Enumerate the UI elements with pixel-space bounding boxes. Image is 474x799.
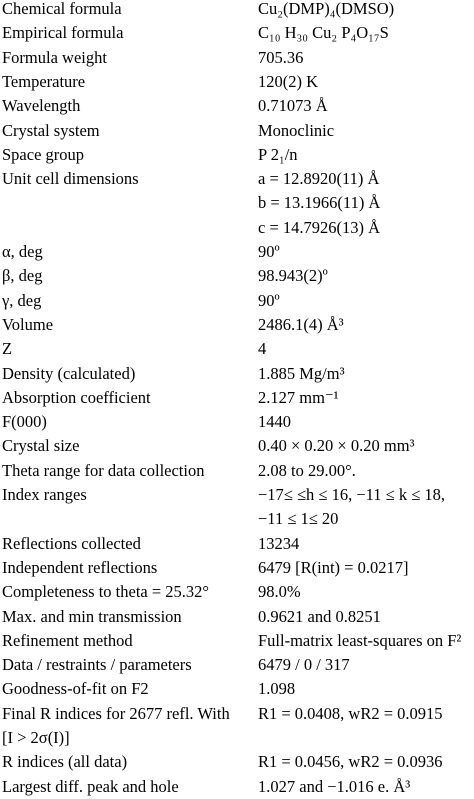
row-value bbox=[258, 46, 474, 70]
row-value-text: 0.9621 and 0.8251 bbox=[258, 606, 381, 626]
row-value-text: 1440 bbox=[258, 412, 291, 432]
row-label bbox=[2, 167, 254, 191]
row-value bbox=[258, 0, 474, 21]
row-label-text bbox=[2, 216, 254, 240]
row-value bbox=[258, 240, 474, 264]
row-value bbox=[258, 580, 474, 604]
row-label-text: Reflections collected bbox=[2, 533, 141, 553]
table-row bbox=[0, 532, 474, 556]
row-label-text: Absorption coefficient bbox=[2, 387, 151, 407]
row-value bbox=[258, 289, 474, 313]
table-row bbox=[0, 191, 474, 215]
row-value-text: 1.027 and −1.016 e. Å³ bbox=[258, 776, 411, 796]
row-label bbox=[2, 605, 254, 629]
row-label bbox=[2, 775, 254, 799]
table-row bbox=[0, 580, 474, 604]
row-label bbox=[2, 750, 254, 774]
row-value-text: P 2₁/n bbox=[258, 144, 298, 164]
row-value bbox=[258, 556, 474, 580]
row-value-text: 2.08 to 29.00°. bbox=[258, 460, 356, 480]
row-label-text: Theta range for data collection bbox=[2, 460, 205, 480]
row-label bbox=[2, 629, 254, 653]
row-value bbox=[258, 483, 474, 531]
row-label bbox=[2, 216, 254, 240]
row-label bbox=[2, 289, 254, 313]
row-label bbox=[2, 264, 254, 288]
row-label-text: Data / restraints / parameters bbox=[2, 655, 192, 675]
row-value-text: a = 12.8920(11) Å bbox=[258, 169, 380, 189]
table-row bbox=[0, 216, 474, 240]
table-row bbox=[0, 0, 474, 21]
row-label bbox=[2, 70, 254, 94]
row-label-text: Refinement method bbox=[2, 630, 133, 650]
row-value bbox=[258, 775, 474, 799]
row-label-text: Space group bbox=[2, 144, 85, 164]
row-label bbox=[2, 313, 254, 337]
row-value bbox=[258, 362, 474, 386]
row-label bbox=[2, 191, 254, 215]
row-value-text: Monoclinic bbox=[258, 120, 335, 140]
row-value-text: b = 13.1966(11) Å bbox=[258, 193, 381, 213]
row-label bbox=[2, 580, 254, 604]
row-label-text bbox=[2, 191, 254, 215]
row-value-text: 120(2) K bbox=[258, 71, 319, 91]
table-row bbox=[0, 702, 474, 750]
row-value-text: R1 = 0.0408, wR2 = 0.0915 bbox=[258, 703, 443, 723]
row-label-text: Density (calculated) bbox=[2, 363, 136, 383]
row-value-text: 0.71073 Å bbox=[258, 96, 328, 116]
row-value bbox=[258, 313, 474, 337]
row-value-text: 2.127 mm⁻¹ bbox=[258, 387, 339, 407]
row-label bbox=[2, 143, 254, 167]
row-label bbox=[2, 240, 254, 264]
row-label-text: Wavelength bbox=[2, 96, 81, 116]
row-label-text: β, deg bbox=[2, 266, 43, 286]
row-label-text: Completeness to theta = 25.32° bbox=[2, 582, 209, 602]
row-value bbox=[258, 94, 474, 118]
row-label bbox=[2, 21, 254, 45]
table-row bbox=[0, 459, 474, 483]
table-row bbox=[0, 775, 474, 799]
row-value-text: 98.943(2)º bbox=[258, 266, 328, 286]
row-value-text: 705.36 bbox=[258, 47, 304, 67]
row-label bbox=[2, 0, 254, 21]
row-label-text: Index ranges bbox=[2, 485, 87, 504]
row-label bbox=[2, 119, 254, 143]
row-value-text: 6479 / 0 / 317 bbox=[258, 655, 350, 675]
row-value-text: 90º bbox=[258, 242, 280, 261]
table-row bbox=[0, 94, 474, 118]
row-label-text: R indices (all data) bbox=[2, 752, 128, 772]
row-value bbox=[258, 143, 474, 167]
table-row bbox=[0, 167, 474, 191]
row-label-text: α, deg bbox=[2, 242, 43, 261]
row-label bbox=[2, 410, 254, 434]
table-row bbox=[0, 70, 474, 94]
table-row bbox=[0, 677, 474, 701]
row-value bbox=[258, 605, 474, 629]
row-value bbox=[258, 216, 474, 240]
row-value-text: 1.098 bbox=[258, 679, 296, 699]
row-value-text: R1 = 0.0456, wR2 = 0.0936 bbox=[258, 752, 443, 772]
row-label bbox=[2, 702, 254, 750]
row-value bbox=[258, 410, 474, 434]
table-row bbox=[0, 629, 474, 653]
table-row bbox=[0, 410, 474, 434]
row-value-text: 2486.1(4) Å³ bbox=[258, 314, 344, 334]
row-label bbox=[2, 386, 254, 410]
table-row bbox=[0, 337, 474, 361]
row-value bbox=[258, 191, 474, 215]
table-row bbox=[0, 119, 474, 143]
table-row bbox=[0, 386, 474, 410]
row-label bbox=[2, 653, 254, 677]
table-row bbox=[0, 21, 474, 45]
row-label-text: Empirical formula bbox=[2, 23, 124, 43]
row-label bbox=[2, 434, 254, 458]
table-row bbox=[0, 143, 474, 167]
row-label-text: Max. and min transmission bbox=[2, 606, 182, 626]
row-value bbox=[258, 629, 474, 653]
row-label bbox=[2, 94, 254, 118]
table-row bbox=[0, 264, 474, 288]
row-label bbox=[2, 362, 254, 386]
row-value-text: 6479 [R(int) = 0.0217] bbox=[258, 557, 409, 577]
table-row bbox=[0, 605, 474, 629]
row-label-text: Formula weight bbox=[2, 47, 107, 67]
row-value bbox=[258, 21, 474, 45]
row-label-text: F(000) bbox=[2, 412, 47, 432]
table-row bbox=[0, 434, 474, 458]
row-label bbox=[2, 556, 254, 580]
row-label bbox=[2, 46, 254, 70]
row-label bbox=[2, 532, 254, 556]
row-value-text: 98.0% bbox=[258, 582, 301, 602]
row-label-text: Chemical formula bbox=[2, 0, 122, 18]
row-value bbox=[258, 167, 474, 191]
row-value bbox=[258, 434, 474, 458]
row-value-text: 4 bbox=[258, 339, 267, 359]
row-value-text: Full-matrix least-squares on F² bbox=[258, 630, 462, 650]
row-value bbox=[258, 702, 474, 726]
row-label-text: Unit cell dimensions bbox=[2, 169, 139, 189]
row-value bbox=[258, 750, 474, 774]
row-value bbox=[258, 264, 474, 288]
row-value bbox=[258, 532, 474, 556]
row-value bbox=[258, 386, 474, 410]
row-value-text: 90º bbox=[258, 290, 280, 310]
row-label-text: Final R indices for 2677 refl. With bbox=[2, 703, 230, 723]
row-label bbox=[2, 337, 254, 361]
row-label-text: Goodness-of-fit on F2 bbox=[2, 679, 149, 699]
row-label bbox=[2, 483, 254, 507]
table-row bbox=[0, 240, 474, 264]
row-value-text: C₁₀ H₃₀ Cu₂ P₄O₁₇S bbox=[258, 23, 389, 43]
row-label-text: Independent reflections bbox=[2, 557, 158, 577]
table-row bbox=[0, 750, 474, 774]
table-row bbox=[0, 313, 474, 337]
row-label-text: Temperature bbox=[2, 71, 86, 91]
row-value-text: 1.885 Mg/m³ bbox=[258, 363, 345, 383]
row-value-text: −17≤ ≤h ≤ 16, −11 ≤ k ≤ 18, bbox=[258, 485, 446, 504]
row-value-text: 0.40 × 0.20 × 0.20 mm³ bbox=[258, 436, 415, 456]
row-label-text-continued: [I > 2σ(I)] bbox=[2, 727, 70, 747]
row-label-text: Crystal size bbox=[2, 436, 80, 456]
row-value-text-continued: −11 ≤ 1≤ 20 bbox=[258, 509, 339, 528]
row-label-text: Largest diff. peak and hole bbox=[2, 776, 179, 796]
table-row bbox=[0, 653, 474, 677]
row-value bbox=[258, 119, 474, 143]
row-label bbox=[2, 459, 254, 483]
table-row bbox=[0, 46, 474, 70]
row-value-text: c = 14.7926(13) Å bbox=[258, 217, 381, 237]
row-value bbox=[258, 653, 474, 677]
row-value bbox=[258, 677, 474, 701]
row-value bbox=[258, 337, 474, 361]
row-label-text: γ, deg bbox=[2, 290, 42, 310]
row-label-text: Volume bbox=[2, 314, 54, 334]
row-value-text: Cu₂(DMP)₄(DMSO) bbox=[258, 0, 395, 18]
table-row bbox=[0, 362, 474, 386]
table-row bbox=[0, 289, 474, 313]
row-label-text: Z bbox=[2, 339, 13, 359]
row-label-text: Crystal system bbox=[2, 120, 100, 140]
table-row bbox=[0, 556, 474, 580]
table-row bbox=[0, 483, 474, 531]
row-value bbox=[258, 70, 474, 94]
row-label bbox=[2, 677, 254, 701]
row-value bbox=[258, 459, 474, 483]
row-value-text: 13234 bbox=[258, 533, 300, 553]
